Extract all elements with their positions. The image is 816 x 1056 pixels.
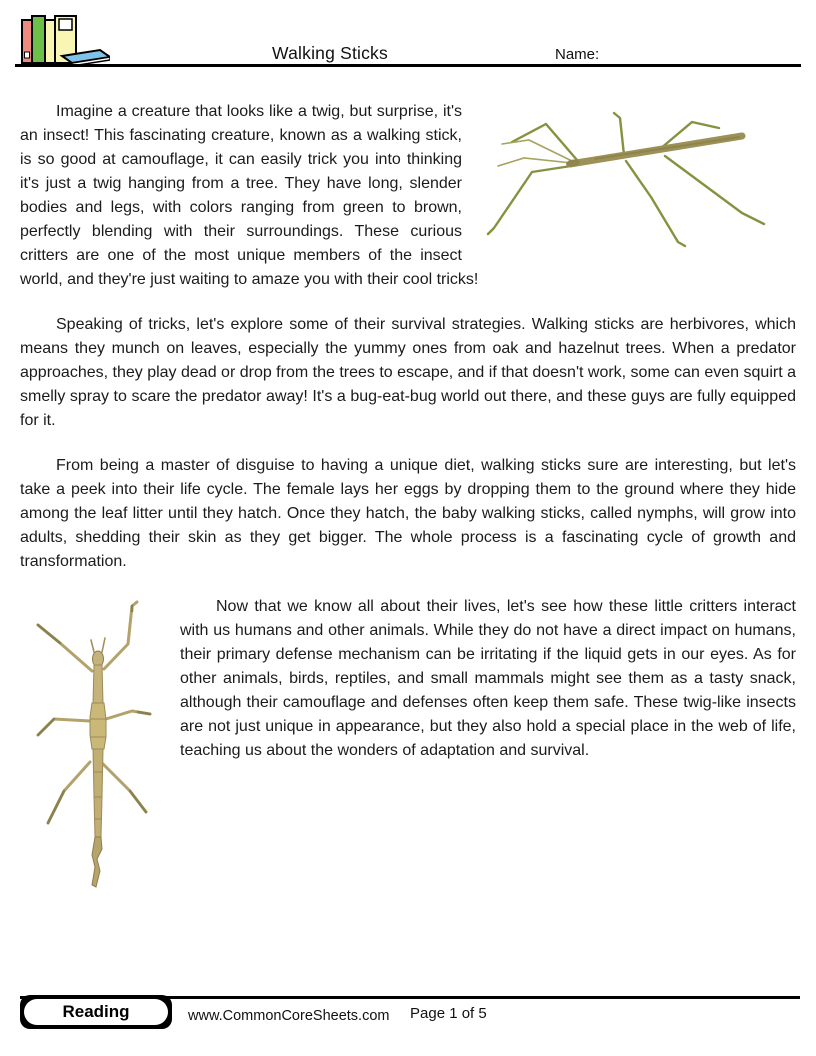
- footer: [20, 995, 800, 1037]
- header-divider: [15, 64, 801, 67]
- paragraph-1: Imagine a creature that looks like a twig, but surprise, it's an insect! This fascinating creature, known as a walking stick, is so good at camouflage, it can easily trick you into thinking it's just a twig hanging from a tree. They have long, slender bodies and legs, with colors ranging from green to brown, perfectly blending with their surroundings. These curious critters are one of the most unique members of the insect world, and they're just waiting to amaze you with their cool tricks!: [20, 103, 479, 288]
- worksheet-title: Walking Sticks: [272, 43, 388, 63]
- paragraph-4-block: [20, 595, 796, 763]
- walking-stick-image-vertical: [20, 597, 170, 893]
- page-indicator: Page 1 of 5: [410, 1005, 487, 1022]
- reading-badge: [20, 995, 172, 1029]
- paragraph-1-block: [20, 100, 796, 292]
- name-label: Name:: [555, 46, 600, 63]
- walking-stick-image-horizontal: [474, 100, 796, 258]
- website-url: www.CommonCoreSheets.com: [188, 1008, 390, 1024]
- paragraph-3: From being a master of disguise to having a unique diet, walking sticks sure are interesting, but let's take a peek into their life cycle. The female lays her eggs by dropping them to the ground where they hide among the leaf litter until they hatch. Once they hatch, the baby walking sticks, called nymphs, will grow into adults, shedding their skin as they get bigger. The whole process is a fascinating cycle of growth and transformation.: [20, 457, 796, 570]
- reading-badge-label: Reading: [24, 999, 168, 1025]
- paragraph-2: Speaking of tricks, let's explore some of their survival strategies. Walking sticks are herbivores, which means they munch on leaves, especially the yummy ones from oak and hazelnut trees. When a predator approaches, they play dead or drop from the trees to escape, and if that doesn't work, some can even squirt a smelly spray to scare the predator away! It's a bug-eat-bug world out there, and these guys are fully equipped for it.: [20, 316, 796, 429]
- reading-passage: [20, 100, 796, 893]
- paragraph-4: Now that we know all about their lives, let's see how these little critters interact with us humans and other animals. While they do not have a direct impact on humans, their primary defense mechanism can be irritating if the liquid gets in our eyes. As for other animals, birds, reptiles, and small mammals might see them as a tasty snack, although their camouflage and defenses often keep them safe. These twig-like insects are not just unique in appearance, but they also hold a special place in the web of life, teaching us about the wonders of adaptation and survival.: [180, 598, 796, 759]
- header: [0, 0, 816, 70]
